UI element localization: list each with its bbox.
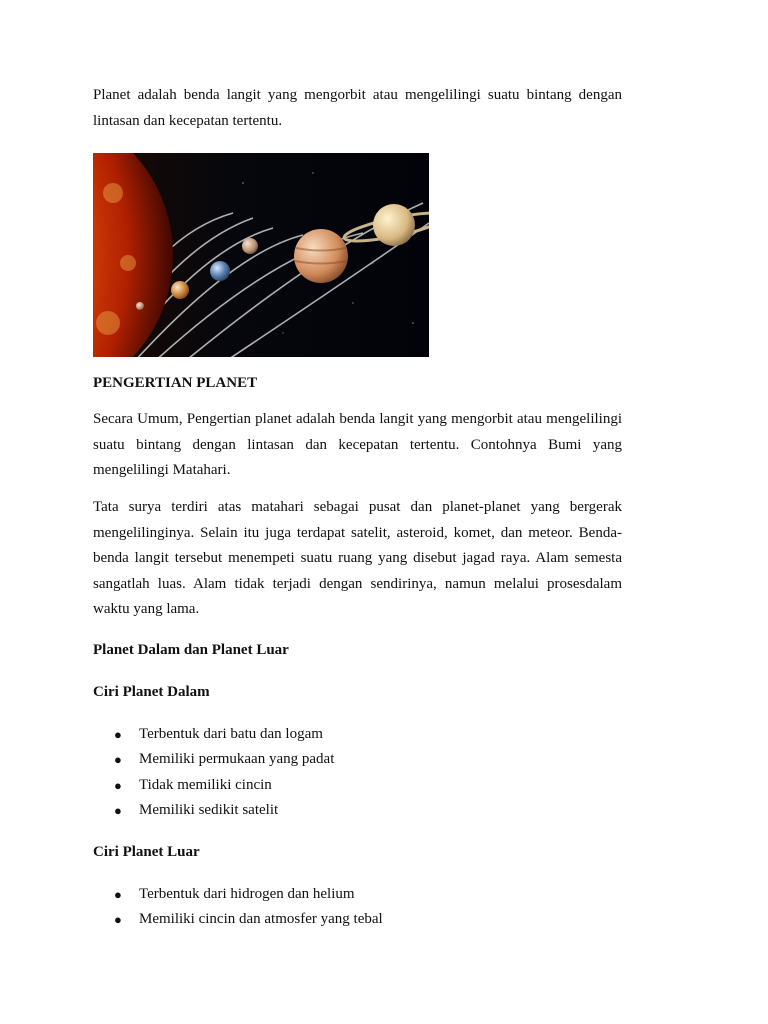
bullet-icon: ● — [114, 802, 122, 818]
list-item — [93, 798, 622, 823]
inner-planets-heading: Ciri Planet Dalam — [93, 684, 210, 700]
solar-system-paragraph: Tata surya terdiri atas matahari sebagai pusat dan planet-planet yang bergerak mengelilinginya. Selain itu juga terdapat satelit, asteroid, komet, dan meteor. Benda-benda langit tersebut menempeti suatu ruang yang disebut jagad raya. Alam semesta sangatlah luas. Alam tidak terjadi dengan sendirinya, namun melalui prosesdalam waktu yang lama. — [93, 499, 622, 617]
list-item-text: Memiliki permukaan yang padat — [139, 751, 335, 768]
list-item-text: Memiliki sedikit satelit — [139, 801, 279, 818]
outer-planets-list — [93, 882, 622, 933]
bullet-icon: ● — [114, 777, 122, 793]
definition-paragraph: Secara Umum, Pengertian planet adalah benda langit yang mengorbit atau mengelilingi suatu bintang dengan lintasan dan kecepatan tertentu. Contohnya Bumi yang mengelilingi Matahari. — [93, 411, 622, 478]
section-title: PENGERTIAN PLANET — [93, 375, 258, 391]
bullet-icon: ● — [114, 887, 122, 902]
bullet-icon: ● — [114, 727, 122, 742]
list-item-text: Tidak memiliki cincin — [139, 776, 272, 793]
list-item-text: Memiliki cincin dan atmosfer yang tebal — [139, 911, 383, 928]
list-item — [93, 907, 622, 932]
bullet-icon: ● — [114, 912, 122, 928]
intro-paragraph: Planet adalah benda langit yang mengorbit atau mengelilingi suatu bintang dengan lintasan dan kecepatan tertentu. — [93, 87, 622, 129]
bullet-icon: ● — [114, 752, 122, 768]
list-item — [93, 747, 622, 772]
planets-heading: Planet Dalam dan Planet Luar — [93, 642, 289, 658]
list-item — [93, 773, 622, 798]
list-item-text: Terbentuk dari batu dan logam — [139, 726, 323, 742]
solar-system-illustration — [93, 153, 429, 357]
list-item — [93, 722, 622, 747]
solar-system-image — [93, 153, 429, 357]
inner-planets-list — [93, 722, 622, 823]
list-item-text: Terbentuk dari hidrogen dan helium — [139, 886, 355, 902]
list-item — [93, 882, 622, 907]
outer-planets-heading: Ciri Planet Luar — [93, 844, 200, 860]
